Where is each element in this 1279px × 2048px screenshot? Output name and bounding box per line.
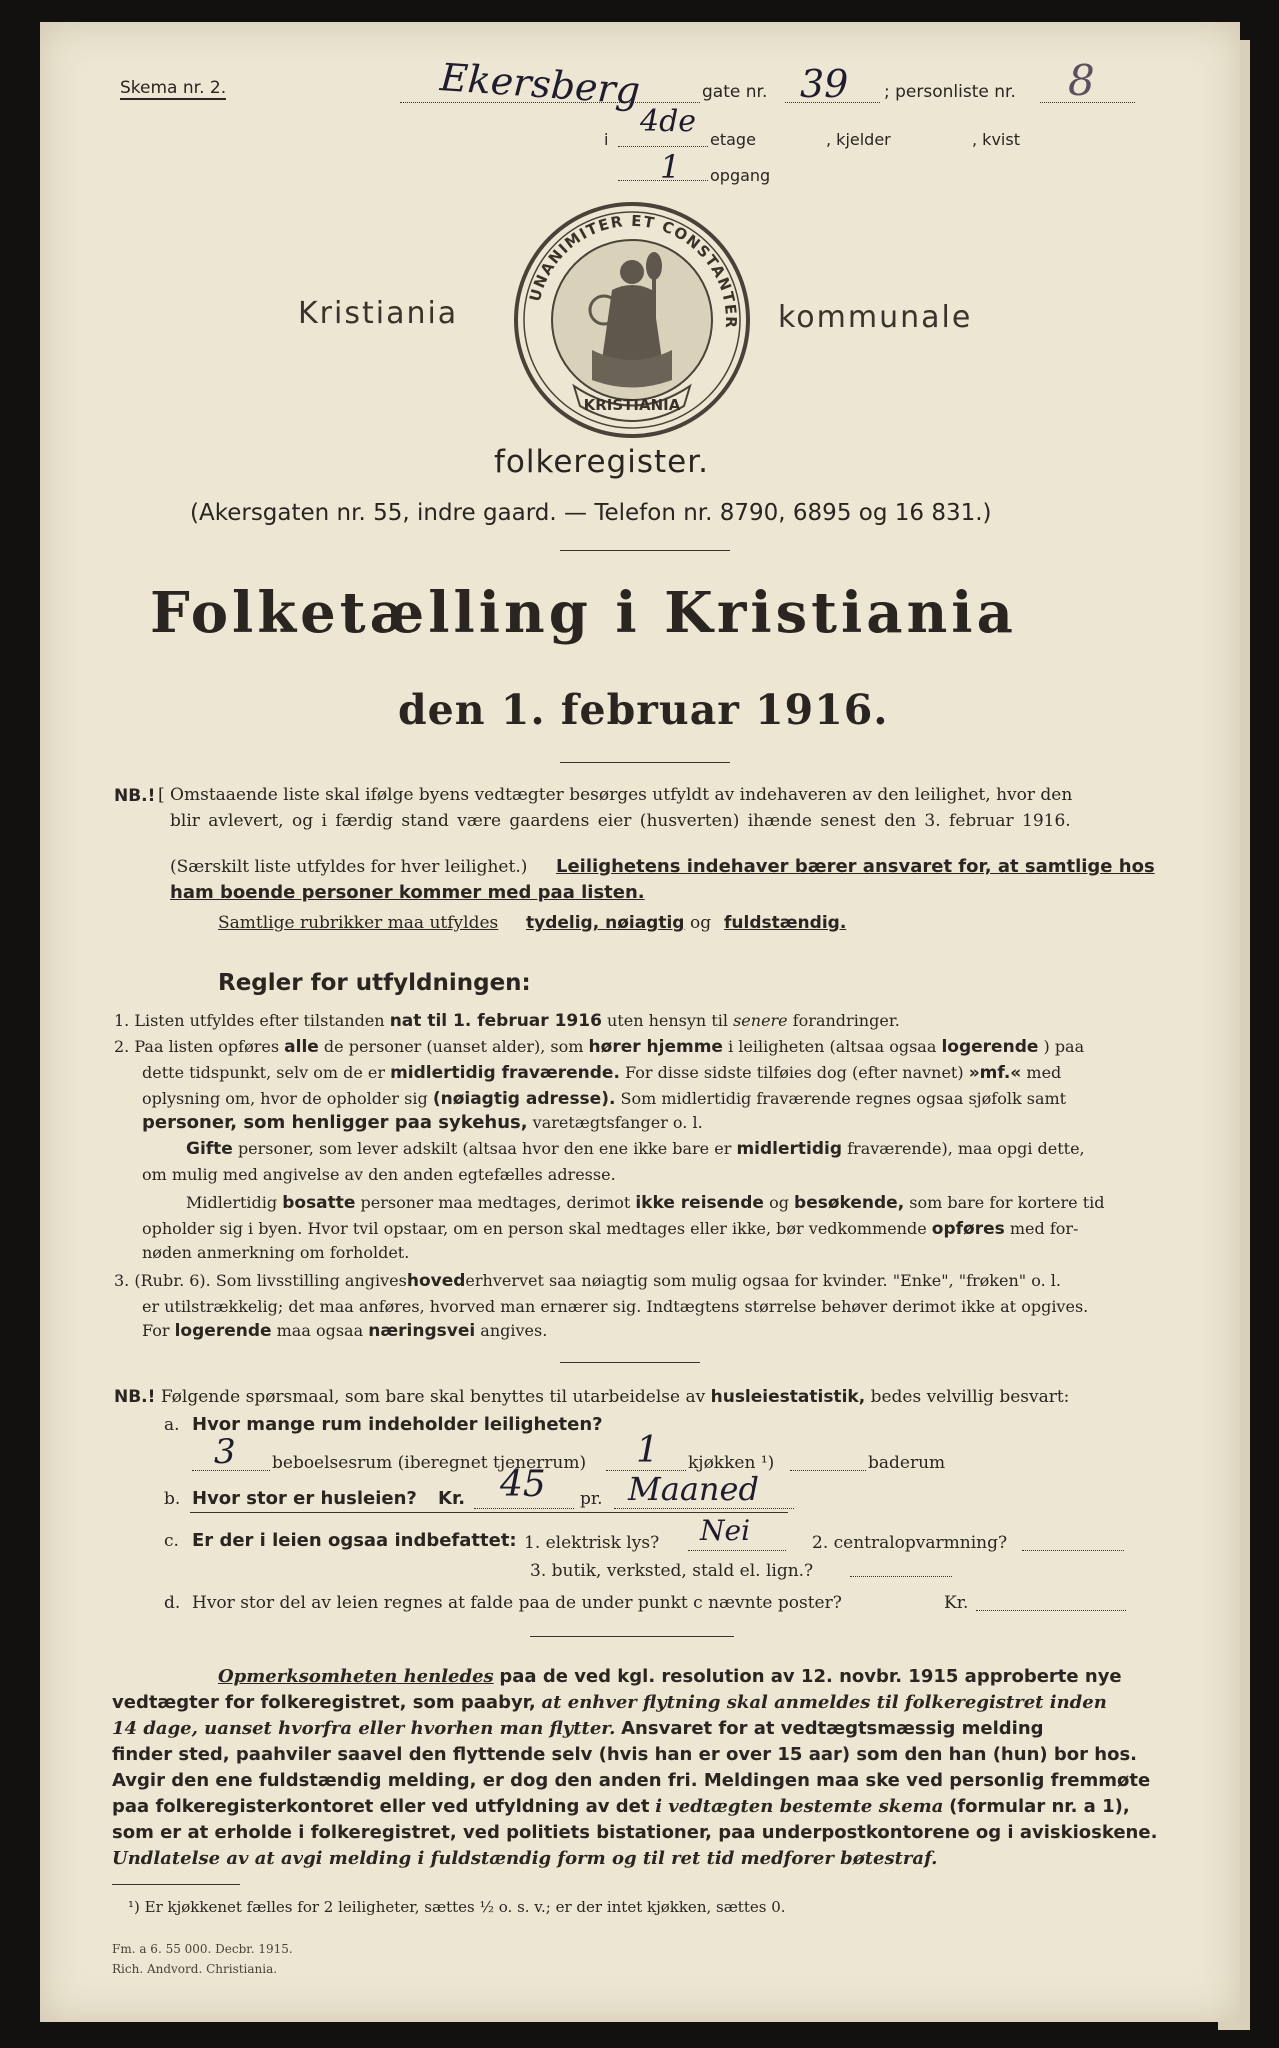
i-label: i bbox=[604, 130, 609, 149]
nb-emphasis: tydelig, nøiagtig bbox=[526, 913, 685, 933]
notice-emphasis: 14 dage, uanset hvorfra eller hvorhen man flytter. bbox=[112, 1718, 616, 1739]
rule-emphasis: Gifte bbox=[186, 1139, 233, 1159]
question-a-label: a. bbox=[164, 1415, 180, 1435]
rule-emphasis: »mf.« bbox=[968, 1063, 1022, 1083]
rule-text: personer, som lever adskilt (altsaa hvor den ene ikke bare er bbox=[237, 1139, 732, 1158]
kjelder-label: , kjelder bbox=[826, 130, 891, 149]
rule-text: For bbox=[142, 1321, 170, 1340]
rule-text: Som midlertidig fraværende regnes ogsaa sjøfolk samt bbox=[620, 1089, 1067, 1108]
rule-emphasis: ikke reisende bbox=[635, 1193, 764, 1213]
question-c-label: c. bbox=[164, 1531, 179, 1551]
etage-label: etage bbox=[710, 130, 756, 149]
period-handwriting[interactable]: Maaned bbox=[628, 1470, 759, 1508]
question-b-label: b. bbox=[164, 1489, 181, 1509]
kitchen-label: kjøkken ¹) bbox=[688, 1453, 775, 1473]
rule-emphasis: besøkende, bbox=[794, 1193, 905, 1213]
kr-label: Kr. bbox=[438, 1488, 466, 1509]
kitchen-handwriting[interactable]: 1 bbox=[636, 1430, 659, 1471]
imprint-line: Fm. a 6. 55 000. Decbr. 1915. bbox=[112, 1942, 293, 1956]
notice-text: Avgir den ene fuldstændig melding, er dog den anden fri. Meldingen maa ske ved personlig fremmøte bbox=[112, 1770, 1151, 1791]
notice-text: som er at erholde i folkeregistret, ved politiets bistationer, paa underpostkontorene og i aviskioskene. bbox=[112, 1822, 1158, 1843]
rule-text: og bbox=[769, 1193, 789, 1212]
question-d-label: d. bbox=[164, 1593, 181, 1613]
rule-text: personer maa medtages, derimot bbox=[360, 1193, 631, 1212]
gate-nr-handwriting[interactable]: 39 bbox=[800, 62, 849, 106]
rule-text: forandringer. bbox=[792, 1011, 900, 1030]
footnote: ¹) Er kjøkkenet fælles for 2 leiligheter, sættes ½ o. s. v.; er der intet kjøkken, sættes 0. bbox=[128, 1898, 786, 1916]
rooms-handwriting[interactable]: 3 bbox=[214, 1432, 236, 1472]
rent-line bbox=[474, 1508, 574, 1509]
rule-text: 2. Paa listen opføres bbox=[114, 1037, 280, 1056]
rule-text: de personer (uanset alder), som bbox=[323, 1037, 584, 1056]
rule-emphasis: personer, som henligger paa sykehus, bbox=[142, 1112, 528, 1133]
c2-label: 2. centralopvarmning? bbox=[812, 1533, 1008, 1553]
question-d-text: Hvor stor del av leien regnes at falde paa de under punkt c nævnte poster? bbox=[192, 1593, 842, 1613]
rule-emphasis: bosatte bbox=[282, 1193, 356, 1213]
rule-text: som bare for kortere tid bbox=[909, 1193, 1105, 1212]
notice-emphasis: i vedtægten bestemte skema bbox=[655, 1796, 944, 1817]
nb2-label: NB.! bbox=[114, 1387, 156, 1407]
divider bbox=[560, 550, 730, 551]
rule-text: ) paa bbox=[1043, 1037, 1085, 1056]
skema-label: Skema nr. 2. bbox=[120, 78, 227, 98]
gate-label: gate nr. bbox=[702, 82, 768, 102]
divider bbox=[560, 762, 730, 763]
rule-emphasis: logerende bbox=[174, 1321, 272, 1341]
rule-text: oplysning om, hvor de opholder sig bbox=[142, 1089, 428, 1108]
notice-text: paa de ved kgl. resolution av 12. novbr. 1915 approberte nye bbox=[499, 1666, 1122, 1687]
nb2-text: Følgende spørsmaal, som bare skal benyttes til utarbeidelse av bbox=[160, 1387, 706, 1407]
c2-line bbox=[1022, 1550, 1124, 1551]
nb-line: Samtlige rubrikker maa utfyldes bbox=[218, 913, 499, 933]
etage-handwriting[interactable]: 4de bbox=[640, 104, 697, 139]
question-c-text: Er der i leien ogsaa indbefattet: bbox=[192, 1530, 517, 1551]
c1-label: 1. elektrisk lys? bbox=[524, 1533, 660, 1553]
nb-line: blir avlevert, og i færdig stand være gaardens eier (husverten) ihænde senest den 3. februar 1916. bbox=[170, 811, 1071, 831]
city-seal-emblem bbox=[512, 200, 752, 440]
etage-line bbox=[618, 146, 708, 147]
rule-text: fraværende), maa opgi dette, bbox=[847, 1139, 1085, 1158]
nb-emphasis: fuldstændig. bbox=[724, 913, 847, 933]
rule-text: nøden anmerkning om forholdet. bbox=[142, 1243, 410, 1262]
footnote-rule bbox=[112, 1884, 240, 1885]
divider bbox=[560, 1362, 700, 1363]
c1-line bbox=[688, 1550, 786, 1551]
street-handwriting[interactable]: Ekersberg bbox=[438, 55, 642, 113]
period-line bbox=[614, 1508, 794, 1509]
kvist-label: , kvist bbox=[972, 130, 1020, 149]
rule-emphasis: alle bbox=[284, 1037, 319, 1057]
rule-text: angives. bbox=[480, 1321, 548, 1340]
rule-text: dette tidspunkt, selv om de er bbox=[142, 1063, 385, 1082]
rule-emphasis: (nøiagtig adresse). bbox=[432, 1089, 616, 1109]
rule-emphasis: hører hjemme bbox=[588, 1037, 723, 1057]
rule-emphasis: hoved bbox=[406, 1271, 466, 1291]
nb2-text: bedes velvillig besvart: bbox=[870, 1387, 1070, 1407]
imprint-line: Rich. Andvord. Christiania. bbox=[112, 1962, 278, 1976]
seal-right-text: kommunale bbox=[778, 300, 973, 335]
notice-text: (formular nr. a 1), bbox=[949, 1796, 1130, 1817]
nb-line: [ Omstaaende liste skal ifølge byens vedtægter besørges utfyldt av indehaveren av den leilighet, hvor den bbox=[158, 785, 1073, 805]
rent-handwriting[interactable]: 45 bbox=[500, 1464, 546, 1505]
bath-line bbox=[790, 1470, 866, 1471]
rule-text: om mulig med angivelse av den anden egtefælles adresse. bbox=[142, 1165, 616, 1184]
c1-handwriting[interactable]: Nei bbox=[700, 1514, 751, 1547]
rule-text: er utilstrækkelig; det maa anføres, hvorved man ernærer sig. Indtægtens størrelse behøver derimot ikke at opgives. bbox=[142, 1297, 1089, 1316]
rule-text: med for- bbox=[1009, 1219, 1079, 1238]
rule-text: maa ogsaa bbox=[276, 1321, 364, 1340]
nb-emphasis: Leilighetens indehaver bærer ansvaret for, at samtlige hos bbox=[556, 856, 1155, 877]
rule-text: varetægtsfanger o. l. bbox=[532, 1113, 703, 1132]
notice-emphasis: at enhver flytning skal anmeldes til folkeregistret inden bbox=[541, 1692, 1107, 1713]
rule-text: senere bbox=[733, 1011, 788, 1030]
nb-label: NB.! bbox=[114, 786, 156, 806]
rule-emphasis: midlertidig fraværende. bbox=[390, 1063, 620, 1083]
seal-ring-text: UNANIMITER ET CONSTANTER bbox=[525, 211, 741, 330]
seal-left-text: Kristiania bbox=[298, 296, 459, 331]
c3-line bbox=[850, 1576, 952, 1577]
rule-emphasis: næringsvei bbox=[368, 1321, 476, 1341]
rule-text: uten hensyn til bbox=[607, 1011, 728, 1030]
rule-text: opholder sig i byen. Hvor tvil opstaar, om en person skal medtages eller ikke, bør vedkommende bbox=[142, 1219, 927, 1238]
divider bbox=[530, 1636, 734, 1637]
form-date: den 1. februar 1916. bbox=[398, 686, 889, 734]
rule-emphasis: midlertidig bbox=[736, 1139, 843, 1159]
pr-label: pr. bbox=[580, 1489, 603, 1509]
notice-text: finder sted, paahviler saavel den flyttende selv (hvis han er over 15 aar) som den han (hun) bor hos. bbox=[112, 1744, 1137, 1765]
rule-text: 1. Listen utfyldes efter tilstanden bbox=[114, 1011, 385, 1030]
registry-title: folkeregister. bbox=[494, 444, 709, 480]
rule-emphasis: opføres bbox=[931, 1219, 1005, 1239]
personliste-handwriting[interactable]: 8 bbox=[1068, 56, 1095, 105]
d-kr-label: Kr. bbox=[944, 1593, 969, 1613]
question-a-text: Hvor mange rum indeholder leiligheten? bbox=[192, 1414, 603, 1435]
d-line bbox=[976, 1610, 1126, 1611]
rule-emphasis: logerende bbox=[941, 1037, 1039, 1057]
rules-heading: Regler for utfyldningen: bbox=[218, 970, 531, 996]
nb-line: og bbox=[690, 913, 712, 933]
personliste-label: ; personliste nr. bbox=[884, 82, 1016, 102]
opgang-handwriting[interactable]: 1 bbox=[660, 148, 681, 186]
notice-emphasis: Opmerksomheten henledes bbox=[218, 1666, 494, 1687]
rooms-label: beboelsesrum (iberegnet tjenerrum) bbox=[272, 1453, 587, 1473]
nb-line: (Særskilt liste utfyldes for hver leilighet.) bbox=[170, 857, 528, 877]
question-b-text: Hvor stor er husleien? bbox=[192, 1488, 417, 1509]
notice-emphasis: Undlatelse av at avgi melding i fuldstændig form og til ret tid medforer bøtestraf. bbox=[112, 1848, 938, 1869]
rule-text: i leiligheten (altsaa ogsaa bbox=[728, 1037, 937, 1056]
rule-text: 3. (Rubr. 6). Som livsstilling angives bbox=[114, 1271, 407, 1290]
seal-bottom-text: KRISTIANIA bbox=[583, 396, 681, 414]
underline bbox=[190, 1512, 788, 1513]
notice-text: paa folkeregisterkontoret eller ved utfyldning av det bbox=[112, 1796, 650, 1817]
form-title: Folketælling i Kristiania bbox=[150, 580, 1017, 646]
bath-label: baderum bbox=[868, 1453, 946, 1473]
rule-text: Midlertidig bbox=[186, 1193, 278, 1212]
nb-emphasis: ham boende personer kommer med paa listen. bbox=[170, 882, 645, 903]
notice-text: Ansvaret for at vedtægtsmæssig melding bbox=[621, 1718, 1044, 1739]
rule-text: For disse sidste tilføies dog (efter navnet) bbox=[625, 1063, 964, 1082]
rule-text: erhvervet saa nøiagtig som mulig ogsaa for kvinder. "Enke", "frøken" o. l. bbox=[465, 1271, 1061, 1290]
c3-label: 3. butik, verksted, stald el. lign.? bbox=[530, 1561, 814, 1581]
notice-text: vedtægter for folkeregistret, som paabyr, bbox=[112, 1692, 536, 1713]
registry-address: (Akersgaten nr. 55, indre gaard. — Telefon nr. 8790, 6895 og 16 831.) bbox=[190, 500, 992, 526]
rule-text: med bbox=[1026, 1063, 1062, 1082]
nb2-emphasis: husleiestatistik, bbox=[710, 1387, 866, 1407]
rule-emphasis: nat til 1. februar 1916 bbox=[389, 1011, 602, 1031]
opgang-label: opgang bbox=[710, 166, 771, 185]
